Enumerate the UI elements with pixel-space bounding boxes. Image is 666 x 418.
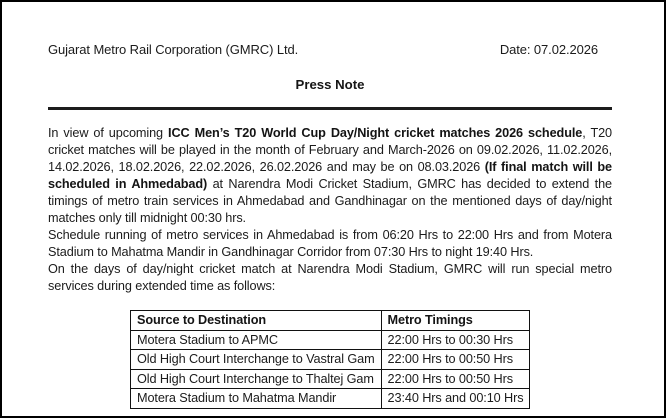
metro-timings-table (130, 310, 530, 409)
paragraph (48, 261, 612, 295)
bold-text-segment: (If final match will be scheduled in Ahmedabad) (48, 160, 612, 191)
cell-metro-timing: 22:00 Hrs to 00:50 Hrs (381, 350, 530, 370)
table-row (131, 369, 530, 389)
table-header-timings: Metro Timings (381, 311, 530, 331)
bold-text-segment: ICC Men’s T20 World Cup Day/Night cricket matches 2026 schedule (168, 126, 583, 140)
table-row (131, 389, 530, 409)
text-segment: In view of upcoming (48, 126, 169, 140)
document-date: Date: 07.02.2026 (499, 42, 598, 57)
table-header-source: Source to Destination (131, 311, 382, 331)
text-segment: Schedule running of metro services in Ahmedabad is from 06:20 Hrs to 22:00 Hrs and from Motera Stadium to Mahatma Mandir in Gandhinagar Corridor from 07:30 Hrs to night 19:40 Hrs. (48, 228, 612, 259)
table-row (131, 330, 530, 350)
horizontal-rule (48, 107, 612, 110)
cell-metro-timing: 22:00 Hrs to 00:30 Hrs (381, 330, 530, 350)
cell-metro-timing: 22:00 Hrs to 00:50 Hrs (381, 369, 530, 389)
body-paragraphs (48, 125, 612, 295)
table-row (131, 350, 530, 370)
document-header (48, 42, 612, 57)
cell-source-destination: Motera Stadium to APMC (131, 330, 382, 350)
table-header-row (131, 311, 530, 331)
paragraph (48, 125, 612, 227)
paragraph (48, 227, 612, 261)
company-name: Gujarat Metro Rail Corporation (GMRC) Ltd. (48, 42, 299, 57)
text-segment: at Narendra Modi Cricket Stadium, GMRC has decided to extend the timings of metro train services in Ahmedabad and Gandhinagar on the mentioned days of day/night matches only till midnight 00:30 hrs. (48, 177, 612, 225)
cell-source-destination: Old High Court Interchange to Vastral Gam (131, 350, 382, 370)
cell-source-destination: Old High Court Interchange to Thaltej Gam (131, 369, 382, 389)
text-segment: On the days of day/night cricket match at Narendra Modi Stadium, GMRC will run special metro services during extended time as follows: (48, 262, 612, 293)
page-title: Press Note (295, 77, 365, 92)
cell-source-destination: Motera Stadium to Mahatma Mandir (131, 389, 382, 409)
text-segment: , T20 cricket matches will be played in the month of February and March-2026 on 09.02.2026, 11.02.2026, 14.02.2026, 18.02.2026, 22.02.2026, 26.02.2026 and may be on 08.03.2026 (48, 126, 613, 174)
cell-metro-timing: 23:40 Hrs and 00:10 Hrs (381, 389, 530, 409)
document-content (2, 42, 664, 409)
